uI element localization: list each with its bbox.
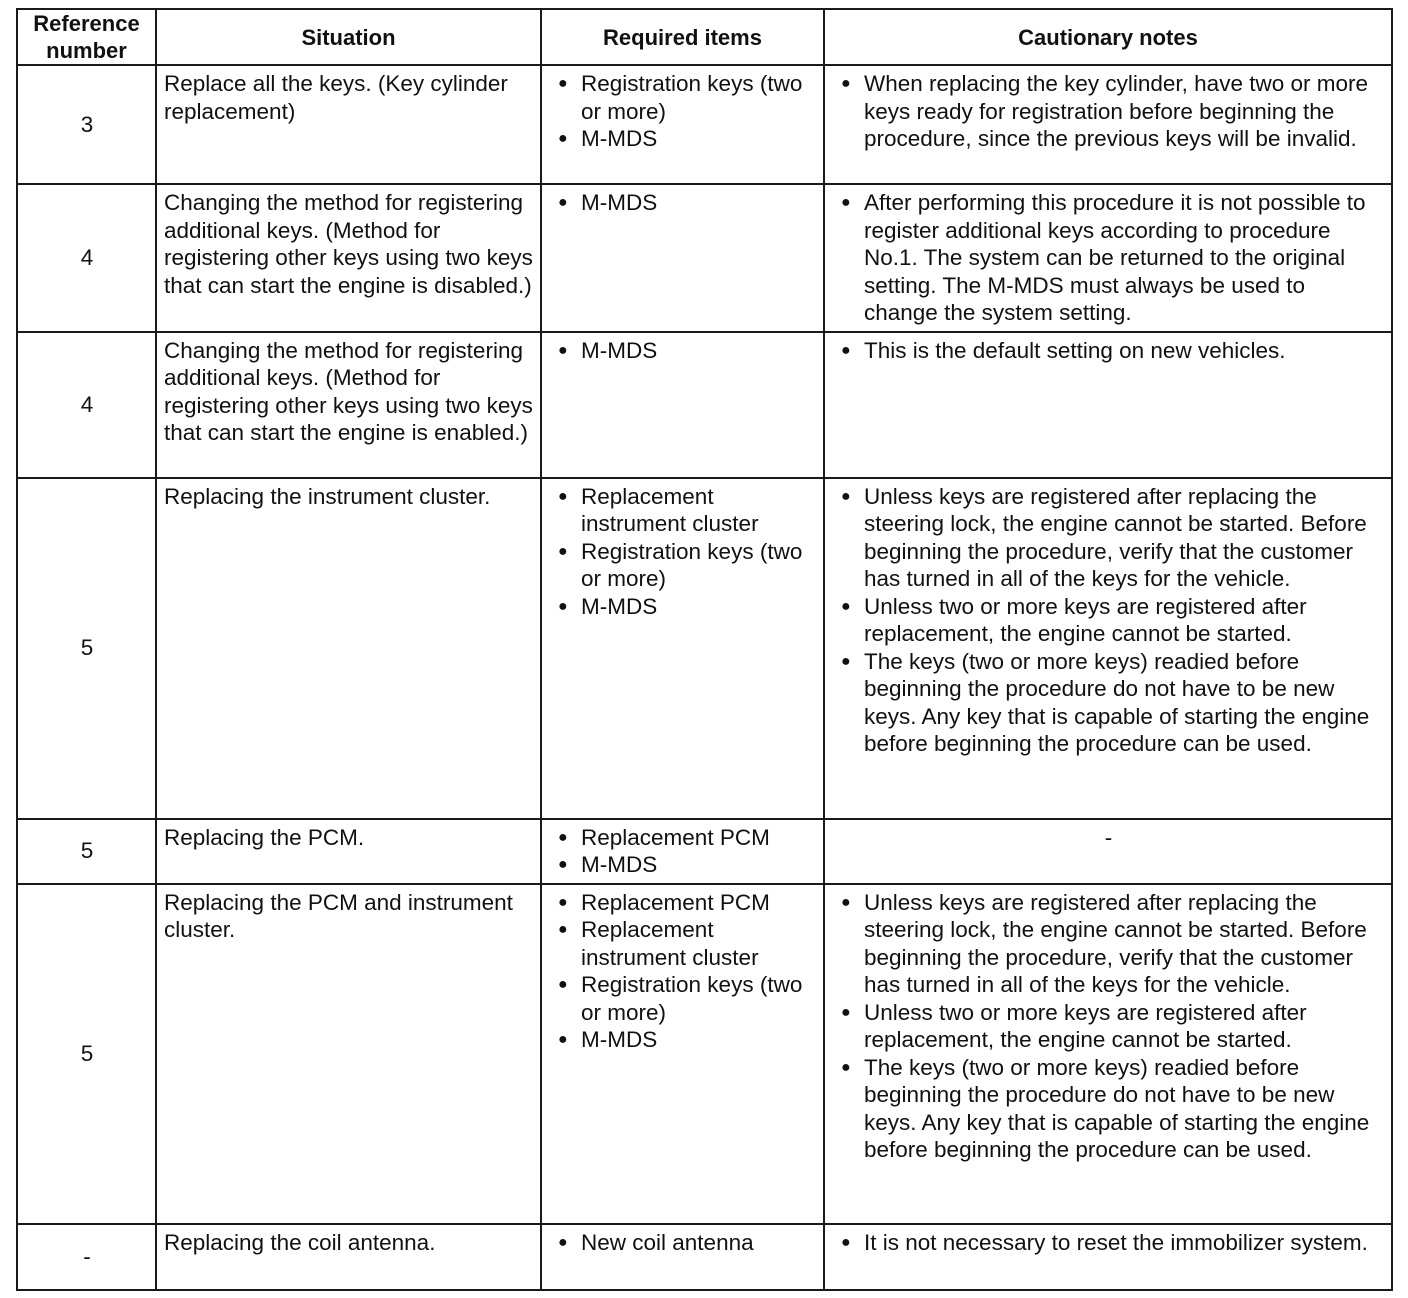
required-item: ● Replacement PCM (558, 824, 770, 850)
reference-number-cell: 3 (17, 65, 156, 184)
header-cautionary-notes: Cautionary notes (824, 9, 1392, 65)
required-items-cell (541, 884, 824, 1224)
key-registration-table (16, 8, 1393, 1291)
bullet-icon: ● (841, 194, 851, 211)
required-items-cell (541, 332, 824, 478)
bullet-icon: ● (558, 856, 568, 873)
bullet-icon: ● (841, 1058, 851, 1076)
required-items-cell (541, 184, 824, 332)
required-items-cell (541, 478, 824, 819)
bullet-icon: ● (558, 828, 568, 846)
bullet-icon: ● (841, 652, 851, 670)
table-row (17, 184, 1392, 332)
cautionary-notes-cell (824, 184, 1392, 332)
table-row (17, 1224, 1392, 1290)
situation-cell: Replace all the keys. (Key cylinder replacement) (156, 65, 541, 184)
bullet-icon: ● (558, 893, 568, 911)
required-item: ● Replacement PCM (558, 889, 770, 915)
header-reference-number: Reference number (17, 9, 156, 65)
situation-cell: Replacing the PCM and instrument cluster. (156, 884, 541, 1224)
situation-cell: Changing the method for registering additional keys. (Method for registering other keys using two keys that can start the engine is enabled.) (156, 332, 541, 478)
bullet-icon: ● (841, 341, 851, 359)
required-item: ● Registration keys (two or more) (558, 71, 803, 124)
bullet-icon: ● (558, 75, 568, 92)
cautionary-notes-cell (824, 478, 1392, 819)
reference-number-cell: 5 (17, 478, 156, 819)
cautionary-note: ● The keys (two or more keys) readied before beginning the procedure do not have to be new keys. Any key that is capable of starting the engine before beginning the procedure can be used. (841, 648, 1370, 756)
required-items-cell (541, 819, 824, 884)
bullet-icon: ● (841, 893, 851, 911)
bullet-icon: ● (841, 597, 851, 615)
cautionary-note: ● Unless two or more keys are registered after replacement, the engine cannot be started. (841, 999, 1307, 1052)
bullet-icon: ● (558, 921, 568, 938)
bullet-icon: ● (558, 976, 568, 993)
table-body (17, 65, 1392, 1290)
bullet-icon: ● (841, 1003, 851, 1021)
table-row (17, 332, 1392, 478)
cautionary-notes-cell (824, 332, 1392, 478)
situation-cell: Replacing the coil antenna. (156, 1224, 541, 1290)
required-item: ● M-MDS (558, 593, 658, 619)
cautionary-note: ● Unless keys are registered after replacing the steering lock, the engine cannot be started. Before beginning the procedure, verify that the customer has turned in all of the keys for the vehicle. (841, 889, 1367, 997)
situation-cell: Replacing the instrument cluster. (156, 478, 541, 819)
cautionary-notes-cell (824, 65, 1392, 184)
reference-number-cell: 5 (17, 819, 156, 884)
bullet-icon: ● (841, 487, 851, 505)
cautionary-notes-cell: - (824, 819, 1392, 884)
cautionary-note: ● After performing this procedure it is not possible to register additional keys according to procedure No.1. The system can be returned to the original setting. The M-MDS must always be used to change the system setting. (841, 190, 1366, 325)
bullet-icon: ● (558, 542, 568, 560)
header-situation: Situation (156, 9, 541, 65)
table-row (17, 478, 1392, 819)
reference-number-cell: 4 (17, 332, 156, 478)
reference-number-cell: 4 (17, 184, 156, 332)
required-items-cell (541, 65, 824, 184)
required-item: ● M-MDS (558, 126, 658, 151)
bullet-icon: ● (558, 1031, 568, 1048)
bullet-icon: ● (558, 1233, 568, 1251)
cautionary-note: ● Unless two or more keys are registered after replacement, the engine cannot be started. (841, 593, 1307, 646)
required-item: ● New coil antenna (558, 1229, 754, 1255)
required-item: ● M-MDS (558, 852, 658, 877)
bullet-icon: ● (558, 597, 568, 615)
required-item: ● M-MDS (558, 1027, 658, 1052)
table-header (17, 9, 1392, 65)
required-item: ● Replacement instrument cluster (558, 917, 759, 970)
bullet-icon: ● (558, 194, 568, 211)
required-item: ● Registration keys (two or more) (558, 972, 803, 1025)
reference-number-cell: 5 (17, 884, 156, 1224)
cautionary-note: ● It is not necessary to reset the immobilizer system. (841, 1229, 1368, 1255)
required-item: ● Replacement instrument cluster (558, 483, 759, 536)
cautionary-notes-cell (824, 884, 1392, 1224)
situation-cell: Changing the method for registering additional keys. (Method for registering other keys using two keys that can start the engine is disabled.) (156, 184, 541, 332)
bullet-icon: ● (558, 487, 568, 505)
required-item: ● M-MDS (558, 190, 658, 215)
bullet-icon: ● (841, 75, 851, 92)
header-required-items: Required items (541, 9, 824, 65)
required-item: ● M-MDS (558, 337, 658, 363)
cautionary-note: ● When replacing the key cylinder, have two or more keys ready for registration before beginning the procedure, since the previous keys will be invalid. (841, 71, 1368, 151)
table-row (17, 819, 1392, 884)
cautionary-note: ● This is the default setting on new vehicles. (841, 337, 1286, 363)
cautionary-note: ● The keys (two or more keys) readied before beginning the procedure do not have to be new keys. Any key that is capable of starting the engine before beginning the procedure can be used. (841, 1054, 1370, 1162)
table-row (17, 884, 1392, 1224)
table-row (17, 65, 1392, 184)
bullet-icon: ● (841, 1233, 851, 1251)
required-item: ● Registration keys (two or more) (558, 538, 803, 591)
header-row (17, 9, 1392, 65)
bullet-icon: ● (558, 130, 568, 147)
cautionary-note: ● Unless keys are registered after replacing the steering lock, the engine cannot be started. Before beginning the procedure, verify that the customer has turned in all of the keys for the vehicle. (841, 483, 1367, 591)
reference-number-cell: - (17, 1224, 156, 1290)
required-items-cell (541, 1224, 824, 1290)
cautionary-notes-cell (824, 1224, 1392, 1290)
bullet-icon: ● (558, 341, 568, 359)
situation-cell: Replacing the PCM. (156, 819, 541, 884)
